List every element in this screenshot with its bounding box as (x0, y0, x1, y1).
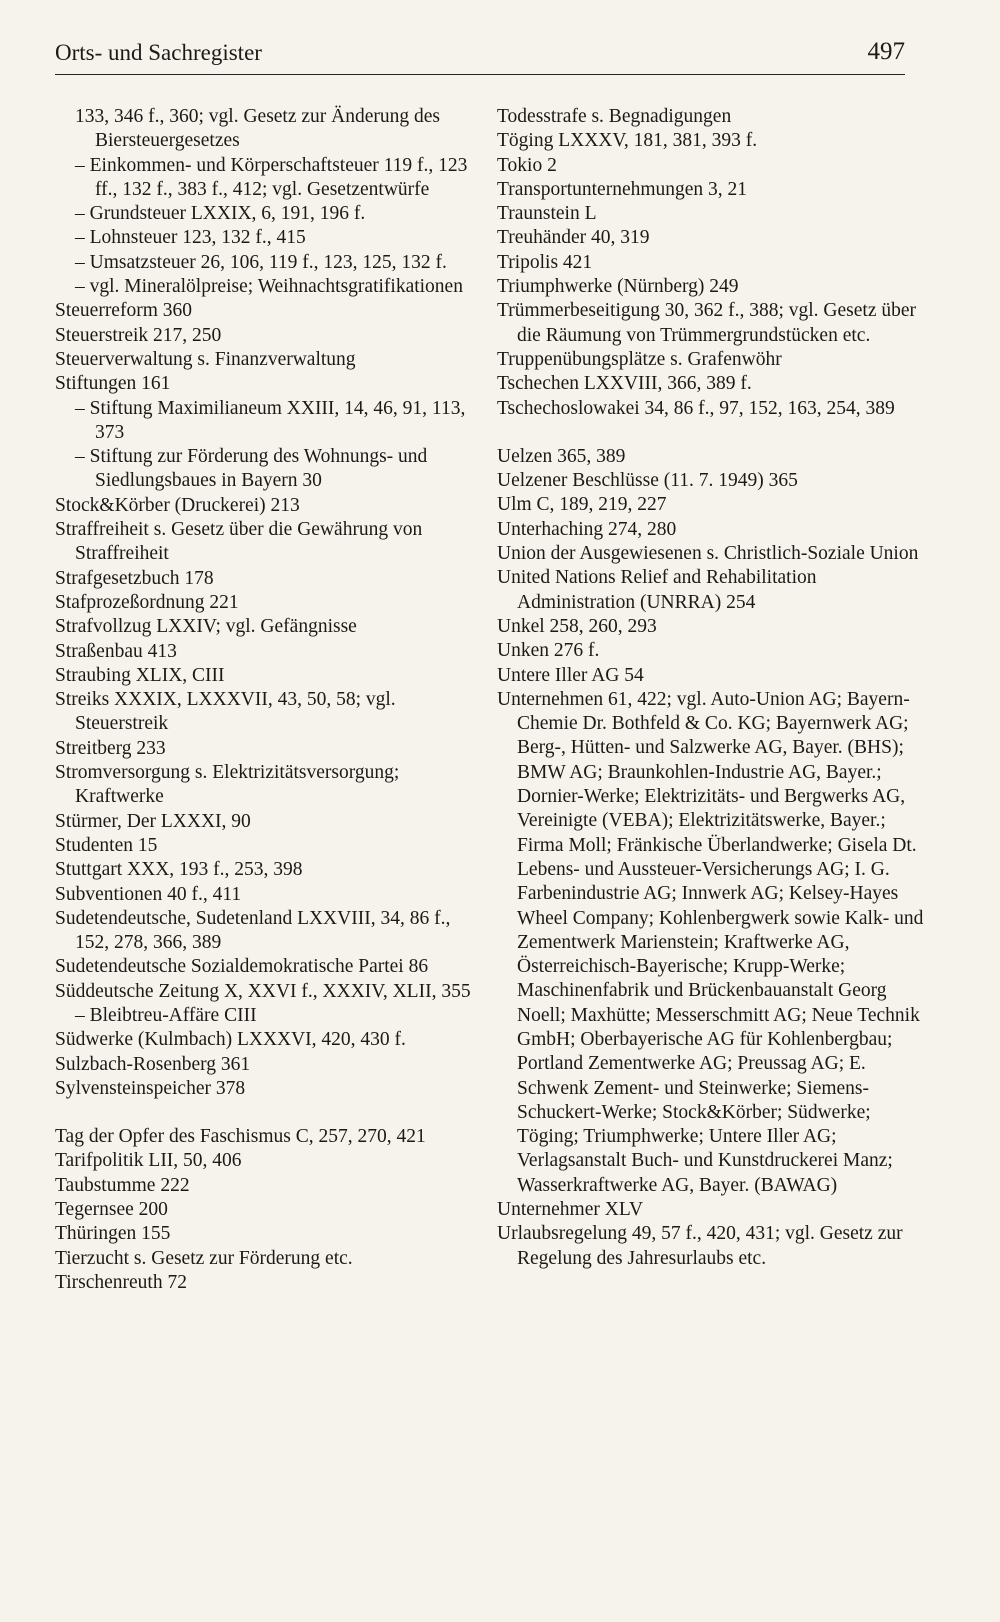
index-entry: Subventionen 40 f., 411 (55, 883, 242, 905)
index-entry: Unterhaching 274, 280 (497, 518, 677, 540)
index-entry: Straffreiheit s. Gesetz über die Gewährung von Straffreiheit (55, 519, 423, 565)
index-entry: Sulzbach-Rosenberg 361 (55, 1053, 251, 1075)
index-entry: Steuerstreik 217, 250 (55, 324, 222, 346)
index-entry: Strafvollzug LXXIV; vgl. Gefängnisse (55, 616, 357, 638)
index-entry: Steuerverwaltung s. Finanzverwaltung (55, 348, 356, 370)
index-entry: Unken 276 f. (497, 640, 600, 662)
index-entry: Urlaubsregelung 49, 57 f., 420, 431; vgl. Gesetz zur Regelung des Jahresurlaubs etc. (497, 1223, 903, 1269)
index-subentry: – Umsatzsteuer 26, 106, 119 f., 123, 125, 132 f. (75, 251, 447, 273)
index-entry: Trümmerbeseitigung 30, 362 f., 388; vgl. Gesetz über die Räumung von Trümmergrundstücken etc. (497, 300, 917, 346)
index-entry: Unkel 258, 260, 293 (497, 615, 657, 637)
index-entry: Tripolis 421 (497, 251, 593, 273)
index-entry: Straubing XLIX, CIII (55, 664, 225, 686)
index-subentry: – Grundsteuer LXXIX, 6, 191, 196 f. (75, 203, 366, 225)
index-column-right (497, 105, 927, 1271)
index-entry: Stürmer, Der LXXXI, 90 (55, 810, 251, 832)
index-subentry: – Stiftung Maximilianeum XXIII, 14, 46, 91, 113, 373 (75, 397, 466, 443)
index-subentry: 133, 346 f., 360; vgl. Gesetz zur Änderung des Biersteuergesetzes (75, 106, 441, 152)
index-entry: Untere Iller AG 54 (497, 664, 644, 686)
index-entry: Stromversorgung s. Elektrizitätsversorgung; Kraftwerke (55, 762, 400, 808)
index-entry: Tschechoslowakei 34, 86 f., 97, 152, 163, 254, 389 (497, 397, 895, 419)
index-subentry: – Bleibtreu-Affäre CIII (75, 1004, 257, 1026)
index-entry: Thüringen 155 (55, 1223, 171, 1245)
index-entry: Tierzucht s. Gesetz zur Förderung etc. (55, 1247, 353, 1269)
index-entry: Uelzen 365, 389 (497, 445, 626, 467)
index-subentry: – vgl. Mineralölpreise; Weihnachtsgratifikationen (75, 276, 463, 298)
index-entry: Sudetendeutsche Sozialdemokratische Partei 86 (55, 956, 429, 978)
index-entry: Steuerreform 360 (55, 300, 192, 322)
index-entry: Sudetendeutsche, Sudetenland LXXVIII, 34, 86 f., 152, 278, 366, 389 (55, 907, 451, 954)
index-entry: Sylvensteinspeicher 378 (55, 1077, 246, 1099)
index-entry: Studenten 15 (55, 834, 158, 856)
index-entry: Streitberg 233 (55, 737, 166, 759)
index-entry: Tokio 2 (497, 154, 557, 176)
index-entry: Streiks XXXIX, LXXXVII, 43, 50, 58; vgl. Steuerstreik (55, 689, 396, 735)
index-entry: Straßenbau 413 (55, 640, 177, 662)
header-title: Orts- und Sachregister (55, 40, 262, 65)
index-column-left (55, 105, 475, 1295)
index-entry: Treuhänder 40, 319 (497, 227, 650, 249)
index-subentry: – Stiftung zur Förderung des Wohnungs- und Siedlungsbaues in Bayern 30 (75, 446, 428, 492)
index-entry: Tirschenreuth 72 (55, 1271, 187, 1293)
index-entry: Truppenübungsplätze s. Grafenwöhr (497, 348, 782, 370)
index-entry: Ulm C, 189, 219, 227 (497, 494, 667, 516)
index-subentry: – Einkommen- und Körperschaftsteuer 119 f., 123 ff., 132 f., 383 f., 412; vgl. Gesetzentwürfe (75, 154, 468, 200)
index-entry: Stock&Körber (Druckerei) 213 (55, 494, 300, 516)
index-entry: Todesstrafe s. Begnadigungen (497, 106, 732, 127)
index-entry: Union der Ausgewiesenen s. Christlich-Soziale Union (497, 543, 919, 565)
index-entry: Transportunternehmungen 3, 21 (497, 178, 748, 200)
index-entry: United Nations Relief and Rehabilitation Administration (UNRRA) 254 (497, 567, 817, 613)
index-entry: Tag der Opfer des Faschismus C, 257, 270, 421 (55, 1126, 426, 1148)
index-entry: Süddeutsche Zeitung X, XXVI f., XXXIV, XLII, 355 (55, 980, 471, 1002)
index-entry: Traunstein L (497, 203, 597, 225)
page-number: 497 (867, 38, 905, 65)
index-entry: Unternehmer XLV (497, 1199, 644, 1221)
index-entry: Uelzener Beschlüsse (11. 7. 1949) 365 (497, 470, 798, 492)
index-entry: Töging LXXXV, 181, 381, 393 f. (497, 130, 758, 152)
index-entry: Strafgesetzbuch 178 (55, 567, 214, 589)
index-entry: Triumphwerke (Nürnberg) 249 (497, 276, 739, 298)
index-entry: Stafprozeßordnung 221 (55, 591, 239, 613)
index-entry: Stuttgart XXX, 193 f., 253, 398 (55, 859, 303, 881)
index-entry: Tarifpolitik LII, 50, 406 (55, 1150, 242, 1172)
running-header (55, 36, 905, 75)
index-subentry: – Lohnsteuer 123, 132 f., 415 (75, 227, 306, 249)
index-entry: Tschechen LXXVIII, 366, 389 f. (497, 373, 752, 395)
index-entry: Südwerke (Kulmbach) LXXXVI, 420, 430 f. (55, 1029, 406, 1051)
index-entry: Tegernsee 200 (55, 1199, 168, 1221)
index-entry: Stiftungen 161 (55, 373, 171, 395)
index-entry: Taubstumme 222 (55, 1174, 190, 1196)
index-entry: Unternehmen 61, 422; vgl. Auto-Union AG; Bayern-Chemie Dr. Bothfeld & Co. KG; Bayernwerk AG; Berg-, Hütten- und Salzwerke AG, Bayer. (BHS); BMW AG; Braunkohlen-Industrie AG, Bayer.; Dornier-Werke; Elektrizitäts- und Bergwerks AG, Vereinigte (VEBA); Elektrizitätswerke, Bayer.; Firma Moll; Fränkische Überlandwerke; Gisela Dt. Lebens- und Aussteuer-Versicherungs AG; I. G. Farbenindustrie AG; Innwerk AG; Kelsey-Hayes Wheel Company; Kohlenbergwerk sowie Kalk- und Zementwerk Marienstein; Kraftwerke AG, Österreichisch-Bayerische; Krupp-Werke; Maschinenfabrik und Brückenbauanstalt Georg Noell; Maxhütte; Messerschmitt AG; Neue Technik GmbH; Oberbayerische AG für Kohlenbergbau; Portland Zementwerke AG; Preussag AG; E. Schwenk Zement- und Steinwerke; Siemens-Schuckert-Werke; Stock&Körber; Südwerke; Töging; Triumphwerke; Untere Iller AG; Verlagsanstalt Buch- und Kunstdruckerei Manz; Wasserkraftwerke AG, Bayer. (BAWAG) (497, 688, 924, 1196)
